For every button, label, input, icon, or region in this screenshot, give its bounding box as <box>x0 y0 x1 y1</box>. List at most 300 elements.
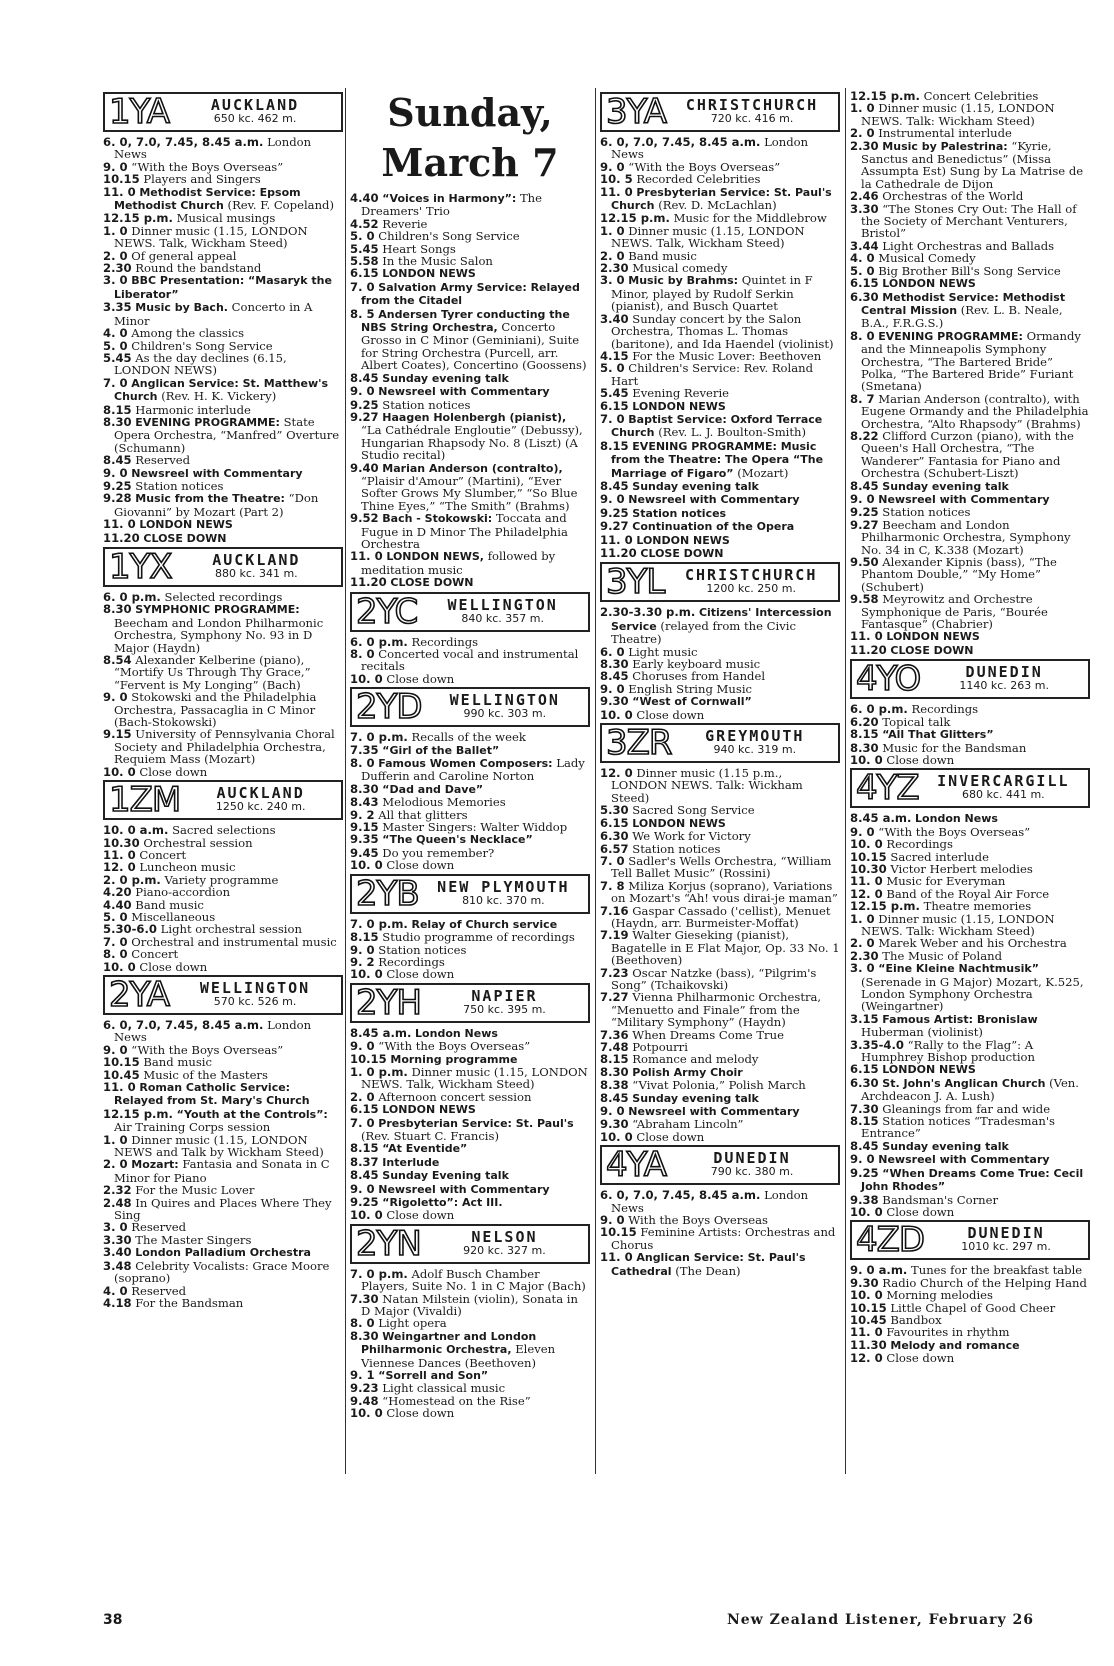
programme-text: Sacred interlude <box>890 849 989 864</box>
programme-time: 10. 0 a.m. <box>103 823 169 838</box>
programme-text: Musical comedy <box>632 261 728 276</box>
programme-entry <box>600 400 840 413</box>
programme-entry <box>350 1330 590 1369</box>
programme-time: 9.50 <box>850 555 879 570</box>
programme-entry <box>600 1131 840 1143</box>
programme-entry <box>103 1246 343 1259</box>
programme-entry <box>600 507 840 520</box>
station-city: DUNEDIN <box>713 1149 791 1168</box>
programme-highlight: London News <box>415 1026 498 1040</box>
programme-entry <box>350 411 590 462</box>
station-info <box>924 665 1084 693</box>
programme-entry <box>850 593 1090 630</box>
programme-time: 7.23 <box>600 965 629 980</box>
programme-text: Concerted vocal and instrumental recitals <box>361 647 579 674</box>
programme-highlight: Famous Women Composers: <box>378 757 553 771</box>
programme-time: 9. 0 <box>350 1039 375 1054</box>
station-info <box>928 1226 1084 1254</box>
programme-entry <box>850 519 1090 556</box>
programme-highlight: Sunday evening talk <box>632 1091 759 1105</box>
programme-highlight: Sunday evening talk <box>382 371 509 385</box>
programme-entry <box>350 1027 590 1040</box>
programme-time: 9. 0 <box>600 681 625 696</box>
programme-entry <box>850 962 1090 1013</box>
station-info <box>670 1151 834 1179</box>
programme-time: 7. 0 p.m. <box>350 916 408 931</box>
programme-text: (Serenade in G Major) Mozart, K.525, London Symphony Orchestra (Weingartner) <box>861 974 1084 1014</box>
programme-time: 2. 0 <box>103 1157 128 1172</box>
programme-text: Early keyboard music <box>632 657 761 672</box>
programme-time: 10. 0 <box>103 959 136 974</box>
programme-text: Selected recordings <box>164 590 283 604</box>
programme-time: 10.30 <box>103 835 140 850</box>
column-rule <box>595 88 596 1474</box>
station-frequency: 1010 kc. 297 m. <box>961 1240 1051 1254</box>
programme-text: With the Boys Overseas <box>628 1213 768 1228</box>
programme-time: 7. 0 <box>600 853 625 868</box>
programme-time: 11. 0 <box>103 517 136 532</box>
programme-text: Oscar Natzke (bass), “Pilgrim's Song” (Tchaikovski) <box>611 965 817 992</box>
programme-highlight: Station notices <box>632 506 727 520</box>
programme-highlight: CLOSE DOWN <box>890 643 974 657</box>
programme-time: 11. 0 <box>103 1080 136 1094</box>
programme-text: (Ven. Archdeacon J. A. Lush) <box>861 1075 1079 1104</box>
station-info <box>173 98 337 126</box>
programme-entry <box>350 1066 590 1091</box>
programme-entry <box>850 913 1090 938</box>
programme-highlight: LONDON NEWS <box>632 399 726 413</box>
programme-entry <box>850 277 1090 290</box>
programme-highlight: CLOSE DOWN <box>640 547 724 560</box>
column-rule <box>345 88 346 1474</box>
programme-highlight: LONDON NEWS, <box>386 550 484 564</box>
programme-entry <box>850 1115 1090 1140</box>
programme-time: 11. 0 <box>850 874 883 889</box>
programme-text: “La Cathédrale Engloutie” (Debussy), Hungarian Rhapsody No. 8 (Liszt) (A Studio recital) <box>361 423 583 463</box>
programme-time: 8.30 <box>350 1328 379 1343</box>
programme-time: 9. 1 <box>350 1368 375 1383</box>
programme-entry <box>850 644 1090 657</box>
programme-highlight: “Youth at the Controls”: <box>176 1107 328 1121</box>
programme-text: Celebrity Vocalists: Grace Moore (soprano) <box>114 1258 330 1286</box>
programme-time: 8.45 a.m. <box>850 811 912 826</box>
programme-highlight: LONDON NEWS <box>882 1063 976 1077</box>
programme-time: 2.30 <box>103 261 132 276</box>
programme-time: 9. 0 <box>600 1213 625 1228</box>
station-frequency: 940 kc. 319 m. <box>713 743 797 757</box>
programme-text: Dinner music (1.15, LONDON NEWS. Talk: Wickham Steed) <box>861 101 1055 128</box>
programme-highlight: Sunday evening talk <box>632 479 759 493</box>
programme-highlight: LONDON NEWS <box>139 518 233 532</box>
programme-text: Bandbox <box>890 1312 942 1327</box>
programme-text: Lady Dufferin and Caroline Norton <box>361 756 585 784</box>
programme-time: 9. 0 <box>350 384 375 399</box>
programme-text: Feminine Artists: Orchestras and Chorus <box>611 1225 836 1252</box>
programme-time: 3.48 <box>103 1258 132 1273</box>
programme-entry <box>350 783 590 796</box>
programme-entry <box>103 691 343 728</box>
programme-entry <box>850 556 1090 593</box>
programme-time: 2.48 <box>103 1195 132 1210</box>
programme-text: Air Training Corps session <box>114 1120 271 1135</box>
station-city: GREYMOUTH <box>705 727 805 746</box>
programme-highlight: Music by Bach. <box>135 301 228 315</box>
programme-time: 3. 0 <box>103 1220 128 1235</box>
station-frequency: 1140 kc. 263 m. <box>959 679 1049 693</box>
station-info <box>425 986 584 1017</box>
programme-entry <box>103 728 343 765</box>
programme-text: Miscellaneous <box>131 909 216 924</box>
programme-time: 6.15 <box>350 266 379 281</box>
programme-entry <box>600 493 840 506</box>
programme-entry <box>350 1183 590 1196</box>
programme-entry <box>350 673 590 685</box>
programme-text: Beecham and London Philharmonic Orchestra, Symphony No. 93 in D Major (Haydn) <box>114 615 324 655</box>
programme-time: 9.15 <box>103 727 132 742</box>
programme-entry <box>600 225 840 250</box>
programme-highlight: “Eine Kleine Nachtmusik” <box>878 962 1039 976</box>
programme-entry <box>600 817 840 830</box>
station-info <box>421 595 584 626</box>
programme-text: “Kyrie, Sanctus and Benedictus” (Missa Assumpta Est) Sung by La Matrise de la Cathedrale de Dijon <box>861 138 1084 191</box>
programme-text: Close down <box>886 1204 955 1219</box>
programme-entry <box>600 1053 840 1065</box>
programme-time: 11. 0 <box>350 549 383 564</box>
programme-highlight: “Rigoletto”: Act III. <box>382 1196 503 1209</box>
station-header <box>103 547 343 587</box>
station-city: AUCKLAND <box>210 96 300 114</box>
programme-text: (Rev. F. Copeland) <box>227 198 334 213</box>
programme-entry <box>350 267 590 280</box>
programme-time: 9.30 <box>600 694 629 709</box>
programme-text: University of Pennsylvania Choral Society and Philadelphia Orchestra, Requiem Mass (Mozart) <box>114 727 335 767</box>
station-call-sign: 2YH <box>356 982 421 1023</box>
programme-highlight: Bach - Stokowski: <box>382 512 493 526</box>
programme-text: Radio Church of the Helping Hand <box>882 1275 1087 1290</box>
programme-time: 3. 0 <box>850 961 875 976</box>
column-1 <box>103 90 343 1309</box>
programme-time: 11.20 <box>350 575 387 590</box>
programme-time: 7.19 <box>600 928 629 943</box>
programme-time: 3.30 <box>850 201 879 216</box>
station-header <box>103 92 343 132</box>
footer-masthead: New Zealand Listener, February 26 <box>726 1612 1034 1628</box>
programme-text: Miliza Korjus (soprano), Variations on Mozart's “Ah! vous dirai-je maman” <box>611 878 838 906</box>
station-city: CHRISTCHURCH <box>685 96 819 114</box>
programme-time: 11.20 <box>850 642 887 657</box>
programme-time: 9.38 <box>850 1192 879 1207</box>
programme-time: 2.30-3.30 p.m. <box>600 605 696 620</box>
station-frequency: 1250 kc. 240 m. <box>215 800 306 814</box>
programme-time: 5. 0 <box>850 263 875 278</box>
programme-time: 8.15 <box>103 402 132 417</box>
programme-text: Tunes for the breakfast table <box>911 1263 1083 1278</box>
programme-highlight: LONDON NEWS <box>636 533 730 547</box>
station-header <box>103 975 343 1015</box>
programme-time: 4. 0 <box>103 326 128 341</box>
programme-text: Close down <box>886 1351 955 1366</box>
programme-time: 4.52 <box>350 216 379 231</box>
programme-entry <box>850 265 1090 277</box>
programme-time: 6. 0 p.m. <box>350 634 408 649</box>
programme-time: 8.15 <box>850 1114 879 1129</box>
programme-entry <box>600 1226 840 1251</box>
programme-entry <box>350 308 590 372</box>
station-call-sign: 1YA <box>109 92 170 132</box>
programme-time: 6.15 <box>600 815 629 830</box>
programme-text: Children's Song Service <box>131 338 273 353</box>
programme-text: Alexander Kipnis (bass), “The Phantom Double,” “My Home” (Schubert) <box>861 555 1057 594</box>
programme-time: 7. 0 <box>103 375 128 390</box>
programme-highlight: “Sorrell and Son” <box>378 1369 489 1383</box>
programme-entry <box>103 1260 343 1285</box>
programme-entry <box>600 767 840 804</box>
station-city: DUNEDIN <box>967 1224 1045 1243</box>
programme-text: London News <box>611 1188 809 1215</box>
programme-text: Eleven Viennese Dances (Beethoven) <box>361 1342 556 1370</box>
programme-highlight: EVENING PROGRAMME: <box>135 415 280 429</box>
programme-entry <box>850 1167 1090 1194</box>
programme-entry <box>103 1197 343 1222</box>
programme-text: Recordings <box>411 634 479 649</box>
programme-text: Harmonic interlude <box>135 402 251 417</box>
station-info <box>923 774 1084 802</box>
programme-text: “The Stones Cry Out: The Hall of the Society of Merchant Venturers, Bristol” <box>861 201 1077 241</box>
programme-highlight: Presbyterian Service: St. Paul's <box>378 1116 574 1130</box>
programme-highlight: St. John's Anglican Church <box>882 1076 1046 1090</box>
programme-time: 7. 0 <box>600 411 625 426</box>
programme-time: 10.45 <box>103 1067 140 1082</box>
programme-time: 8. 0 <box>103 947 128 962</box>
programme-entry <box>850 950 1090 962</box>
programme-text: (relayed from the Civic Theatre) <box>611 618 796 647</box>
programme-text: Music for the Bandsman <box>882 740 1027 755</box>
station-city: NAPIER <box>471 986 538 1005</box>
programme-text: Dinner music (1.15, LONDON NEWS. Talk, Wickham Steed) <box>361 1064 588 1092</box>
programme-entry <box>850 1153 1090 1166</box>
programme-time: 9.58 <box>850 592 879 607</box>
programme-text: Quintet in F Minor, played by Rudolf Serkin (pianist), and Busch Quartet <box>611 273 813 314</box>
column-rule <box>845 88 846 1474</box>
programme-time: 12.15 p.m. <box>103 211 173 226</box>
programme-entry <box>103 274 343 301</box>
programme-text: The Music of Poland <box>882 948 1002 963</box>
programme-time: 7.48 <box>600 1040 629 1054</box>
programme-time: 9. 0 <box>850 1152 875 1167</box>
programme-entry <box>103 532 343 545</box>
programme-time: 7. 0 <box>103 934 128 949</box>
programme-text: “With the Boys Overseas” <box>628 159 781 174</box>
programme-entry <box>350 192 590 218</box>
programme-text: (Rev. D. McLachlan) <box>658 198 777 213</box>
programme-highlight: “Girl of the Ballet” <box>382 743 500 757</box>
programme-text: Walter Gieseking (pianist), Bagatelle in E Flat Major, Op. 33 No. 1 (Beethoven) <box>611 928 840 968</box>
programme-time: 3.35-4.0 <box>850 1037 904 1052</box>
programme-time: 1. 0 <box>103 223 128 238</box>
programme-time: 6.30 <box>850 289 879 304</box>
programme-text: Reserved <box>135 453 191 468</box>
programme-text: Sacred selections <box>172 823 276 838</box>
programme-text: Victor Herbert melodies <box>890 861 1033 876</box>
programme-time: 2.30 <box>600 261 629 276</box>
programme-entry <box>350 1317 590 1329</box>
programme-highlight: Andersen Tyrer conducting the NBS String Orchestra, <box>361 307 570 335</box>
programme-text: Close down <box>636 707 705 722</box>
programme-text: “Abraham Lincoln” <box>632 1117 744 1132</box>
programme-text: Marek Weber and his Orchestra <box>878 936 1067 951</box>
programme-highlight: LONDON NEWS <box>882 277 976 291</box>
programme-entry <box>600 1092 840 1105</box>
programme-highlight: LONDON NEWS <box>382 1103 476 1117</box>
programme-text: Melodious Memories <box>382 795 506 810</box>
programme-time: 9.25 <box>850 505 879 520</box>
station-header <box>350 592 590 632</box>
programme-text: Recordings <box>378 954 445 969</box>
programme-time: 1. 0 <box>850 101 875 116</box>
programme-time: 5. 0 <box>600 361 625 376</box>
station-info <box>676 729 834 757</box>
programme-highlight: Newsreel with Commentary <box>378 385 550 399</box>
station-header <box>350 983 590 1023</box>
programme-highlight: Sunday evening talk <box>882 1139 1009 1153</box>
programme-time: 6.15 <box>600 398 629 413</box>
station-call-sign: 4ZD <box>856 1220 925 1261</box>
programme-entry <box>350 1169 590 1182</box>
programme-time: 1. 0 <box>103 1132 128 1147</box>
programme-time: 9. 0 <box>600 1104 625 1119</box>
programme-entry <box>600 440 840 480</box>
programme-time: 6. 0 p.m. <box>103 590 161 604</box>
programme-text: Music of the Masters <box>143 1067 268 1082</box>
station-frequency: 680 kc. 441 m. <box>962 788 1045 802</box>
programme-highlight: Sunday evening talk <box>882 479 1009 493</box>
programme-time: 10.45 <box>850 1312 887 1327</box>
programme-text: Theatre memories <box>923 899 1032 914</box>
programme-time: 10. 0 <box>350 1406 383 1421</box>
programme-entry <box>103 352 343 377</box>
programme-time: 8. 0 <box>350 1316 375 1331</box>
programme-time: 9.25 <box>350 1195 379 1209</box>
programme-entry <box>850 630 1090 643</box>
programme-entry <box>600 709 840 721</box>
programme-time: 12.15 p.m. <box>850 899 920 914</box>
programme-time: 8.45 <box>850 478 879 493</box>
programme-time: 8.15 <box>350 930 379 945</box>
programme-entry <box>103 654 343 691</box>
station-info <box>425 1227 584 1258</box>
programme-text: English String Music <box>628 681 753 696</box>
programme-text: Children's Song Service <box>378 229 520 244</box>
programme-time: 2. 0 <box>103 248 128 263</box>
programme-highlight: “When Dreams Come True: Cecil John Rhodes” <box>861 1166 1084 1194</box>
programme-time: 9. 0 <box>103 1042 128 1057</box>
programme-time: 8.45 a.m. <box>350 1025 412 1040</box>
programme-time: 9.23 <box>350 1381 379 1396</box>
station-call-sign: 4YO <box>856 659 921 700</box>
programme-entry <box>350 1142 590 1155</box>
programme-time: 8. 0 <box>350 647 375 661</box>
programme-entry <box>103 262 343 274</box>
programme-time: 5.45 <box>350 241 379 256</box>
station-city: INVERCARGILL <box>937 772 1070 791</box>
programme-text: Orchestral and instrumental music <box>131 934 337 949</box>
programme-text: Concert <box>131 947 179 962</box>
programme-highlight: Newsreel with Commentary <box>628 493 800 507</box>
programme-highlight: SYMPHONIC PROGRAMME: <box>135 603 300 617</box>
station-call-sign: 2YA <box>109 974 170 1015</box>
programme-text: Potpourri <box>632 1040 688 1054</box>
programme-text: As the day declines (6.15, LONDON NEWS) <box>114 350 287 378</box>
programme-time: 11. 0 <box>850 629 883 644</box>
programme-time: 7. 0 <box>350 1115 375 1130</box>
programme-time: 8.30 <box>103 414 132 429</box>
programme-highlight: CLOSE DOWN <box>143 531 227 545</box>
programme-time: 9. 2 <box>350 954 375 969</box>
programme-entry <box>850 102 1090 127</box>
programme-time: 7.16 <box>600 903 629 918</box>
station-info <box>423 877 584 908</box>
programme-time: 4.40 <box>350 191 379 205</box>
programme-time: 1. 0 p.m. <box>350 1064 408 1079</box>
programme-entry <box>350 550 590 576</box>
station-frequency: 720 kc. 416 m. <box>710 112 794 125</box>
station-frequency: 920 kc. 327 m. <box>463 1243 546 1257</box>
programme-text: Bandsman's Corner <box>882 1192 999 1207</box>
station-header <box>350 874 590 914</box>
programme-text: Romance and melody <box>632 1052 759 1067</box>
programme-entry <box>103 1108 343 1134</box>
programme-time: 9.25 <box>850 1165 879 1180</box>
programme-text: Music for the Middlebrow <box>673 211 827 226</box>
programme-highlight: Continuation of the Opera <box>632 520 795 534</box>
programme-highlight: “All That Glitters” <box>882 728 994 742</box>
programme-text: Close down <box>636 1129 705 1144</box>
programme-highlight: Newsreel with Commentary <box>378 1182 550 1196</box>
programme-entry <box>103 454 343 466</box>
programme-time: 3.40 <box>600 311 629 326</box>
programme-time: 4.18 <box>103 1295 132 1310</box>
programme-entry <box>103 1297 343 1309</box>
programme-time: 12.15 p.m. <box>600 211 670 226</box>
programme-time: 2.32 <box>103 1183 132 1198</box>
station-header <box>850 768 1090 808</box>
programme-time: 1. 0 <box>600 223 625 238</box>
programme-time: 7. 0 p.m. <box>350 1266 408 1281</box>
programme-entry <box>103 186 343 213</box>
programme-time: 10. 0 <box>850 1288 883 1303</box>
programme-entry <box>850 127 1090 139</box>
programme-text: Heart Songs <box>382 241 456 256</box>
programme-highlight: Newsreel with Commentary <box>878 493 1050 506</box>
programme-text: (Rev. L. J. Boulton-Smith) <box>658 425 807 440</box>
programme-time: 10.15 <box>850 1300 887 1315</box>
programme-time: 11. 0 <box>600 1250 633 1265</box>
station-call-sign: 3YL <box>606 562 665 603</box>
programme-time: 2. 0 <box>850 936 875 951</box>
station-info <box>173 978 337 1009</box>
programme-text: Sadler's Wells Orchestra, “William Tell Ballet Music” (Rossini) <box>611 853 832 881</box>
programme-entry <box>600 1251 840 1278</box>
programme-text: Fantasia and Sonata in C Minor for Piano <box>114 1157 330 1185</box>
station-city: WELLINGTON <box>449 691 560 710</box>
programme-time: 9. 0 <box>850 492 875 506</box>
programme-text: “Don Giovanni” by Mozart (Part 2) <box>114 491 319 519</box>
programme-entry <box>103 1234 343 1246</box>
programme-text: Dinner music (1.15 p.m., LONDON NEWS. Talk: Wickham Steed) <box>611 766 803 805</box>
programme-time: 9. 0 <box>850 824 875 839</box>
programme-time: 7.30 <box>850 1101 879 1116</box>
programme-text: Sunday concert by the Salon Orchestra, Thomas L. Thomas (baritone), and Ida Haendel (violinist) <box>611 311 834 351</box>
